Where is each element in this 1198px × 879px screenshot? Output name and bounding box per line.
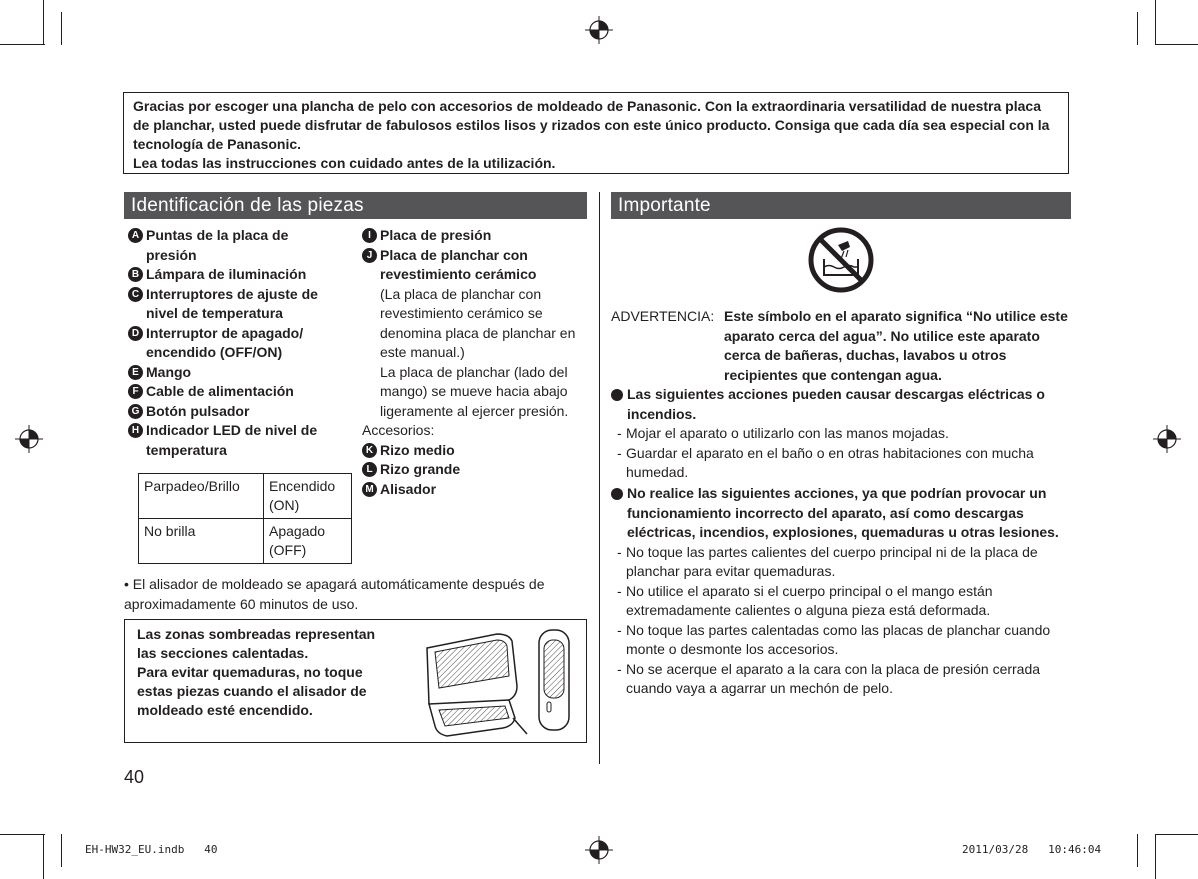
letter-badge: H [128,423,143,438]
letter-badge: D [128,326,143,341]
letter-badge: K [362,443,377,458]
crop-mark [1155,834,1198,835]
intro-instructions: Lea todas las instrucciones con cuidado antes de la utilización. [133,155,556,171]
table-row [139,519,352,564]
advertencia-label: ADVERTENCIA: [611,308,715,324]
letter-badge: A [128,228,143,243]
crop-mark [0,834,45,835]
intro-text: Gracias por escoger una plancha de pelo con accesorios de moldeado de Panasonic. Con la extraordinaria versatilidad de nuestra placa de planchar, usted puede disfrutar de fabulosos estilos lisos y rizados con este único producto. Consiga que cada día sea especial con la tecnología de Panasonic. [133,98,1050,152]
letter-badge: J [362,248,377,263]
list-item: K Rizo medio [362,441,584,461]
list-item: D Interruptor de apagado/ encendido (OFF/ON) [128,324,338,363]
crop-mark [1137,834,1138,867]
letter-badge: L [362,462,377,477]
list-item: M Alisador [362,480,584,500]
warning-section-2 [611,484,1071,699]
crop-mark [0,44,45,45]
hair-straightener-illustration [417,626,582,738]
crop-mark [61,12,62,45]
bullet-icon [611,488,623,500]
crop-mark [1155,44,1198,45]
section-heading-important: Importante [611,192,1071,219]
registration-mark-icon [14,424,44,454]
list-item: H Indicador LED de nivel de temperatura [128,421,338,460]
list-item: - No utilice el aparato si el cuerpo principal o el mango están extremadamente calientes o alguna pieza está deformada. [617,582,993,618]
parts-list-1 [128,226,338,460]
page-number: 40 [124,767,145,787]
heated-zones-text: Las zonas sombreadas representan las secciones calentadas. Para evitar quemaduras, no toque estas piezas cuando el alisador de moldeado esté encendido. [137,626,376,718]
list-item: L Rizo grande [362,460,584,480]
list-item: Las siguientes acciones pueden causar descargas eléctricas o incendios. [611,385,1071,424]
letter-badge: F [128,384,143,399]
crop-mark [61,834,62,867]
plate-note: (La placa de planchar con revestimiento cerámico se denomina placa de planchar en este manual.) [380,285,576,360]
table-cell: Apagado (OFF) [264,519,352,564]
letter-badge: I [362,228,377,243]
advertencia-block [611,307,1071,385]
letter-badge: E [128,365,143,380]
table-row [139,474,352,519]
intro-box [123,92,1069,174]
warning-section-1 [611,385,1071,483]
column-divider [599,192,600,764]
crop-mark [43,834,44,879]
crop-mark [1155,0,1156,45]
list-item: J Placa de planchar con revestimiento cerámico [362,246,584,285]
led-status-table [138,473,352,564]
registration-mark-icon [584,835,614,865]
list-item: - No toque las partes calientes del cuerpo principal ni de la placa de planchar para evitar quemaduras. [617,543,1038,579]
list-item: - Guardar el aparato en el baño o en otras habitaciones con mucha humedad. [617,444,1034,480]
list-item: E Mango [128,363,338,383]
list-item: - No se acerque el aparato a la cara con la placa de presión cerrada cuando vaya a agarrar un mechón de pelo. [617,660,1041,696]
crop-mark [43,0,44,45]
no-water-warning-icon [808,227,874,293]
registration-mark-icon [1152,424,1182,454]
parts-list-2 [362,226,584,499]
table-cell: Encendido (ON) [264,474,352,519]
auto-off-note: • El alisador de moldeado se apagará automáticamente después de aproximadamente 60 minutos de uso. [124,576,545,612]
accessories-label: Accesorios: [362,422,435,438]
letter-badge: M [362,482,377,497]
list-item: I Placa de presión [362,226,584,246]
plate-note-2: La placa de planchar (lado del mango) se mueve hacia abajo ligeramente al ejercer presión. [380,363,569,419]
footer-datetime: 2011/03/28 10:46:04 [962,843,1102,856]
list-item: B Lámpara de iluminación [128,265,338,285]
list-item: - No toque las partes calentadas como las placas de planchar cuando monte o desmonte los accesorios. [617,621,1051,657]
advertencia-text: Este símbolo en el aparato significa “No utilice este aparato cerca del agua”. No utilice este aparato cerca de bañeras, duchas, lavabos u otros recipientes que contengan agua. [724,308,1068,383]
letter-badge: G [128,404,143,419]
list-item: C Interruptores de ajuste de nivel de temperatura [128,285,338,324]
table-cell: No brilla [139,519,264,564]
letter-badge: C [128,287,143,302]
crop-mark [1155,834,1156,879]
table-cell: Parpadeo/Brillo [139,474,264,519]
crop-mark [1137,12,1138,45]
list-item: A Puntas de la placa de presión [128,226,338,265]
heated-zones-box [124,619,587,743]
list-item: No realice las siguientes acciones, ya que podrían provocar un funcionamiento incorrecto del aparato, así como descargas eléctricas, incendios, explosiones, quemaduras u otras lesiones. [611,484,1071,543]
letter-badge: B [128,267,143,282]
section-heading-parts: Identificación de las piezas [124,192,587,219]
footer-file: EH-HW32_EU.indb 40 [85,843,218,856]
registration-mark-icon [584,15,614,45]
list-item: - Mojar el aparato o utilizarlo con las manos mojadas. [617,425,949,441]
list-item: F Cable de alimentación [128,382,338,402]
bullet-icon [611,389,623,401]
list-item: G Botón pulsador [128,402,338,422]
